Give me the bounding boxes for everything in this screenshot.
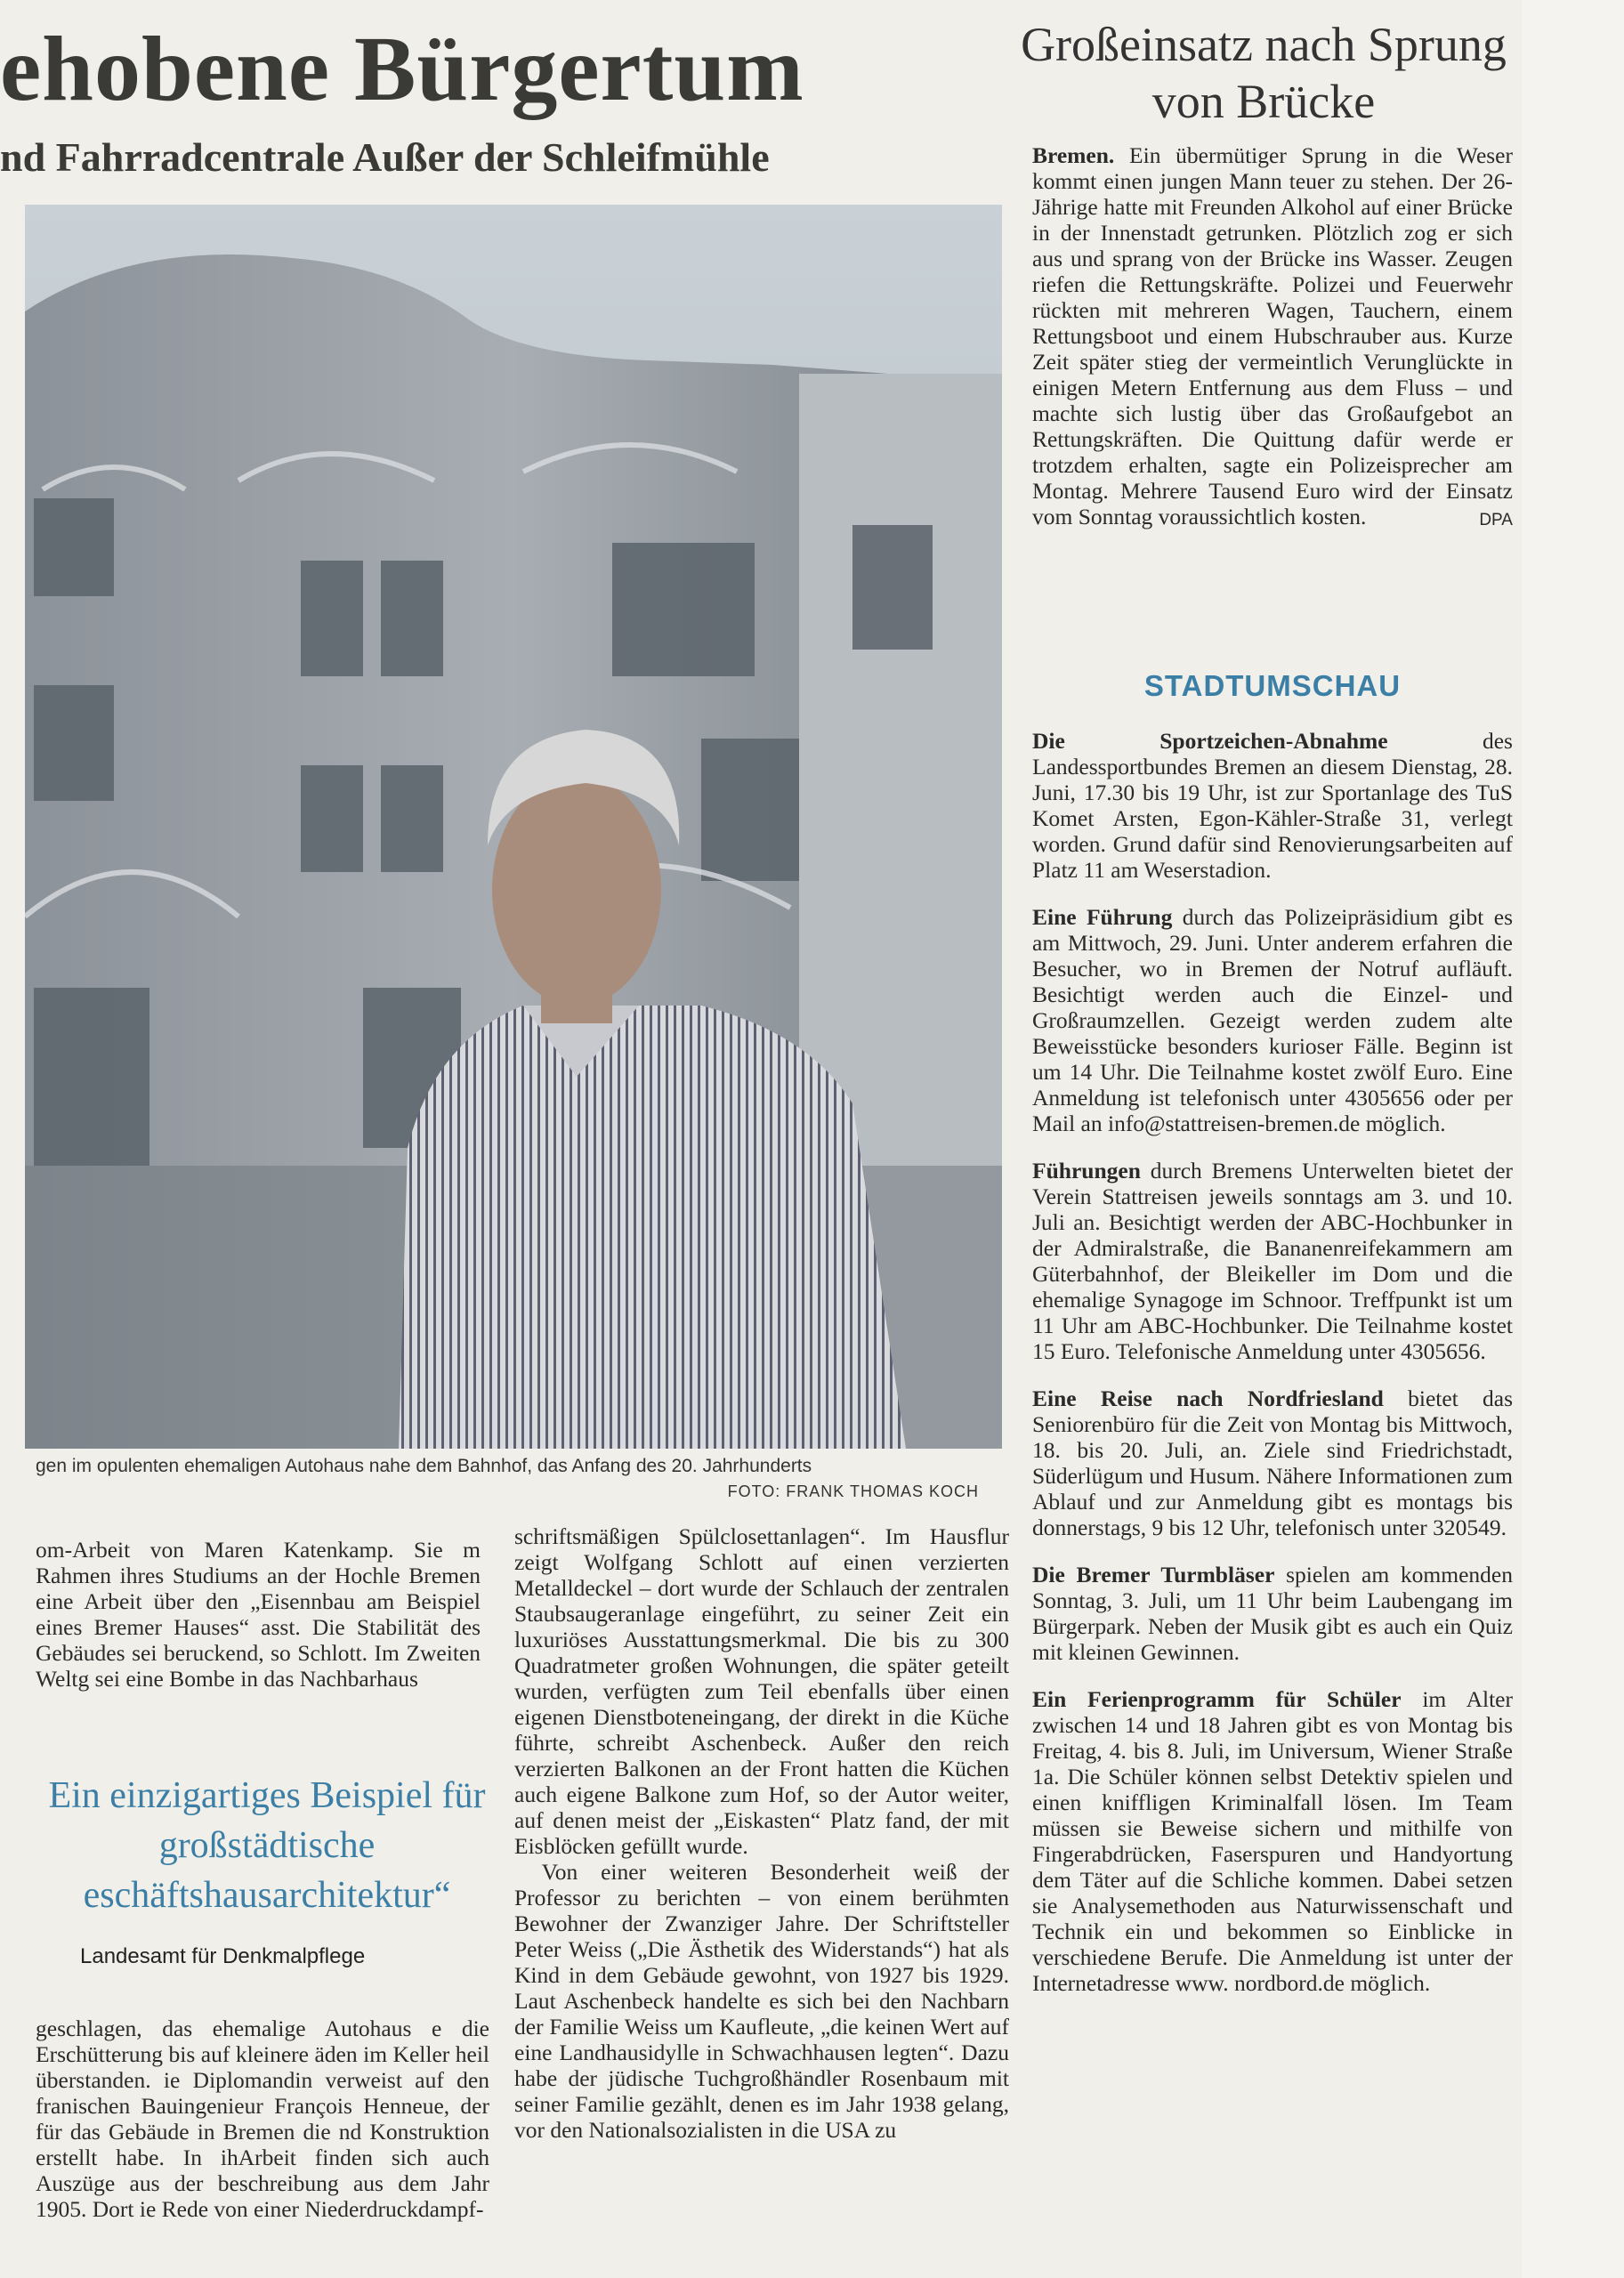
item-body: bietet das Seniorenbüro für die Zeit von Montag bis Mittwoch, 18. bis 20. Juli, an. Ziele sind Friedrichstadt, Süderlügum und Husum. Nähere Informationen zum Ablauf und zur Anmeldung gibt es montags bis donnerstags, 9 bis 12 Uhr, telefonisch unter 320549.: [1032, 1385, 1513, 1540]
item-lead: Eine Führung: [1032, 904, 1173, 930]
news-item: [1032, 1385, 1513, 1540]
item-body: spielen am kommenden Sonntag, 3. Juli, um 11 Uhr beim Laubengang im Bürgerpark. Neben der Musik gibt es auch ein Quiz mit kleinen Gewinnen.: [1032, 1562, 1513, 1665]
item-lead: Ein Ferienprogramm für Schüler: [1032, 1686, 1402, 1712]
paragraph: geschlagen, das ehemalige Autohaus e die Erschütterung bis auf kleinere äden im Keller heil überstanden. ie Diplomandin verweist auf den franischen Bauingenieur François Henneue, der für das Gebäude in Bremen die nd Konstruktion erstellt habe. In ihArbeit finden sich auch Auszüge aus der beschreibung aus dem Jahr 1905. Dort ie Rede von einer Niederdruckdampf-: [36, 2015, 489, 2222]
news-item: [1032, 1686, 1513, 1996]
building-portrait-image: [25, 205, 1002, 1449]
brief-headline: Großeinsatz nach Sprung von Brücke: [1021, 18, 1507, 128]
item-body: im Alter zwischen 14 und 18 Jahren gibt es von Montag bis Freitag, 4. bis 8. Juli, im Universum, Wiener Straße 1a. Die Schüler können selbst Detektiv spielen und einen kniffligen Kriminalfall lösen. Im Team müssen sie Beweise sichern und mithilfe von Fingerabdrücken, Faserspuren und Handyortung dem Täter auf die Schliche kommen. Dabei setzen sie Analysemethoden aus Naturwissenschaft und Technik ein und bekommen so Einblicke in verschiedene Berufe. Die Anmeldung ist unter der Internetadresse www. nordbord.de möglich.: [1032, 1686, 1513, 1996]
article-headline: ehobene Bürgertum: [0, 18, 804, 120]
paragraph: schriftsmäßigen Spülclosettanlagen“. Im Hausflur zeigt Wolfgang Schlott auf einen verzierten Metalldeckel – dort wurde der Schlauch der zentralen Staubsaugeranlage eingeführt, zu seiner Zeit ein luxuriöses Ausstattungsmerkmal. Die bis zu 300 Quadratmeter großen Wohnungen, die später geteilt wurden, verfügten zum Teil ebenfalls über einen eigenen Dienstboteneingang, der direkt in die Küche führte, schreibt Aschenbeck. Außer den reich verzierten Balkonen an der Front hatten die Küchen auch eigene Balkone zum Hof, so der Autor weiter, auf denen meist der „Eiskasten“ Platz fand, der mit Eisblöcken gefüllt wurde.: [514, 1523, 1009, 1859]
brief-text: Ein übermütiger Sprung in die Weser kommt einen jungen Mann teuer zu stehen. Der 26-Jährige hatte mit Freunden Alkohol auf einer Brücke in der Innenstadt getrunken. Plötzlich zog er sich aus und sprang von der Brücke ins Wasser. Zeugen riefen die Rettungskräfte. Polizei und Feuerwehr rückten mit mehreren Wagen, Tauchern, einem Rettungsboot und einem Hubschrauber aus. Kurze Zeit später stieg der vermeintlich Verunglückte in einigen Metern Entfernung aus dem Fluss – und machte sich lustig über das Großaufgebot an Rettungskräften. Die Quittung dafür werde er trotzdem erhalten, sagte ein Polizeisprecher am Montag. Mehrere Tausend Euro wird der Einsatz vom Sonntag voraussichtlich kosten.: [1032, 142, 1513, 529]
agency-tag: DPA: [1479, 511, 1513, 529]
page-margin: [1522, 0, 1624, 2278]
item-lead: Die Sportzeichen-Abnahme: [1032, 728, 1388, 754]
photo-caption: [36, 1450, 979, 1513]
item-body: des Landessportbundes Bremen an diesem Dienstag, 28. Juni, 17.30 bis 19 Uhr, ist zur Sportanlage des TuS Komet Arsten, Egon-Kähler-Straße 31, verlegt worden. Grund dafür sind Renovierungsarbeiten auf Platz 11 am Weserstadion.: [1032, 728, 1513, 883]
item-lead: Die Bremer Turmbläser: [1032, 1562, 1275, 1587]
article-photo: [25, 205, 1002, 1449]
news-item: [1032, 1562, 1513, 1665]
stadtumschau-list: [1032, 728, 1513, 2017]
caption-text: gen im opulenten ehemaligen Autohaus nahe dem Bahnhof, das Anfang des 20. Jahrhunderts: [36, 1456, 812, 1476]
pull-quote-source: Landesamt für Denkmalpflege: [80, 1944, 366, 1968]
paragraph: om-Arbeit von Maren Katenkamp. Sie m Rahmen ihres Studiums an der Hochle Bremen eine Arbeit über den „Eisennbau am Beispiel eines Bremer Hauses“ asst. Die Stabilität des Gebäudes sei beruckend, so Schlott. Im Zweiten Weltg sei eine Bombe in das Nachbarhaus: [36, 1537, 481, 1692]
news-item: [1032, 1158, 1513, 1364]
article-subhead: nd Fahrradcentrale Außer der Schleifmühle: [0, 134, 770, 180]
brief-body: [1032, 142, 1513, 533]
news-item: [1032, 728, 1513, 883]
section-label: STADTUMSCHAU: [1143, 669, 1402, 702]
paragraph: Von einer weiteren Besonderheit weiß der Professor zu berichten – von einem berühmten Bewohner der Zwanziger Jahre. Der Schriftsteller Peter Weiss („Die Ästhetik des Widerstands“) hat als Kind in dem Gebäude gewohnt, von 1927 bis 1929. Laut Aschenbeck handelte es sich bei den Nachbarn der Familie Weiss um Kaufleute, „die keinen Wert auf eine Landhausidylle in Schwachhausen legten“. Dazu habe der jüdische Tuchgroßhändler Rosenbaum mit seiner Familie gezählt, denen es im Jahr 1938 gelang, vor den Nationalsozialisten in die USA zu: [514, 1859, 1009, 2143]
item-body: durch das Polizeipräsidium gibt es am Mittwoch, 29. Juni. Unter anderem erfahren die Besucher, wo in Bremen der Notruf aufläuft. Besichtigt werden auch die Einzel- und Großraumzellen. Gezeigt werden zudem alte Beweisstücke besonders kurioser Fälle. Beginn ist um 14 Uhr. Die Teilnahme kostet zwölf Euro. Eine Anmeldung ist telefonisch unter 4305656 oder per Mail an info@stattreisen-bremen.de möglich.: [1032, 904, 1513, 1136]
news-item: [1032, 904, 1513, 1136]
article-column-b: [514, 1523, 1009, 2143]
article-column-a-bottom: [36, 2015, 489, 2222]
photo-credit: FOTO: FRANK THOMAS KOCH: [727, 1482, 979, 1500]
item-body: durch Bremens Unterwelten bietet der Verein Stattreisen jeweils sonntags am 3. und 10. Juli an. Besichtigt werden der ABC-Hochbunker in der Admiralstraße, die Bananenreifekammern am Güterbahnhof, der Bleikeller im Dom und die ehemalige Synagoge im Schnoor. Treffpunkt ist um 11 Uhr am ABC-Hochbunker. Die Teilnahme kostet 15 Euro. Telefonische Anmeldung unter 4305656.: [1032, 1158, 1513, 1364]
item-lead: Führungen: [1032, 1158, 1141, 1183]
brief-lead: Bremen.: [1032, 142, 1115, 168]
pull-quote: Ein einzigartiges Beispiel für großstädtische eschäftshausarchitektur“: [48, 1775, 486, 1916]
article-column-a-top: [36, 1537, 481, 1692]
item-lead: Eine Reise nach Nordfriesland: [1032, 1385, 1384, 1411]
